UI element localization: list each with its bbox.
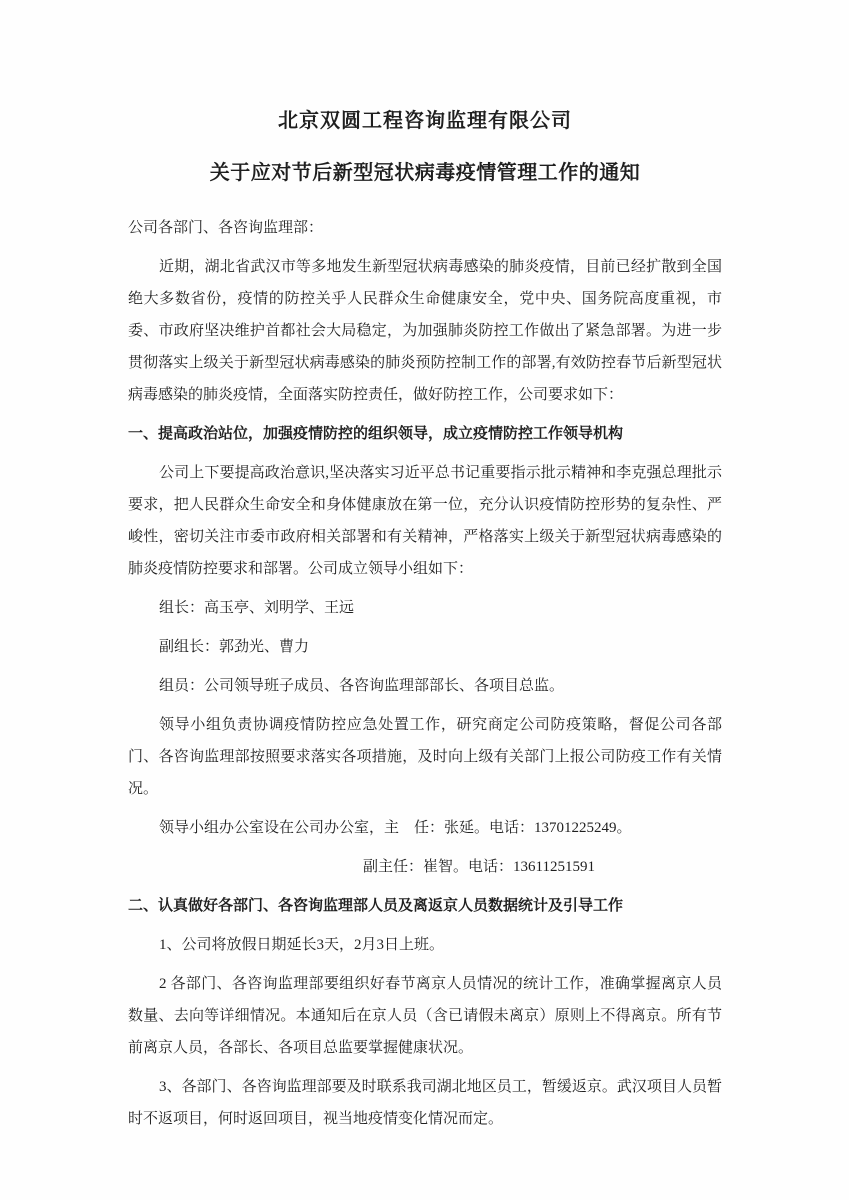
section2-item-3: 3、各部门、各咨询监理部要及时联系我司湖北地区员工，暂缓返京。武汉项目人员暂时不返项目，何时返回项目，视当地疫情变化情况而定。 bbox=[128, 1079, 722, 1127]
deputy-leader-line: 副组长：郭劲光、曹力 bbox=[159, 639, 310, 655]
notice-title: 关于应对节后新型冠状病毒疫情管理工作的通知 bbox=[209, 162, 641, 184]
section2-item-2: 2 各部门、各咨询监理部要组织好春节离京人员情况的统计工作，准确掌握离京人员数量、去向等详细情况。本通知后在京人员（含已请假未离京）原则上不得离京。所有节前离京人员，各部长、各项目总监要掌握健康状况。 bbox=[128, 976, 722, 1056]
leader-line: 组长：高玉亭、刘明学、王远 bbox=[159, 600, 355, 616]
section2-heading: 二、认真做好各部门、各咨询监理部人员及离返京人员数据统计及引导工作 bbox=[128, 898, 624, 914]
office-deputy-director-line: 副主任：崔智。电话：13611251591 bbox=[363, 859, 595, 875]
section2-item-1: 1、公司将放假日期延长3天，2月3日上班。 bbox=[159, 937, 445, 953]
duties-paragraph: 领导小组负责协调疫情防控应急处置工作，研究商定公司防疫策略，督促公司各部门、各咨询监理部按照要求落实各项措施，及时向上级有关部门上报公司防疫工作有关情况。 bbox=[128, 717, 722, 797]
intro-paragraph: 近期，湖北省武汉市等多地发生新型冠状病毒感染的肺炎疫情，目前已经扩散到全国绝大多数省份，疫情的防控关乎人民群众生命健康安全，党中央、国务院高度重视，市委、市政府坚决维护首都社会大局稳定，为加强肺炎防控工作做出了紧急部署。为进一步贯彻落实上级关于新型冠状病毒感染的肺炎预防控制工作的部署,有效防控春节后新型冠状病毒感染的肺炎疫情，全面落实防控责任，做好防控工作，公司要求如下： bbox=[128, 259, 722, 403]
office-director-line: 领导小组办公室设在公司办公室，主 任：张延。电话：13701225249。 bbox=[159, 820, 632, 836]
salutation: 公司各部门、各咨询监理部： bbox=[128, 220, 324, 236]
section1-paragraph: 公司上下要提高政治意识,坚决落实习近平总书记重要指示批示精神和李克强总理批示要求，把人民群众生命安全和身体健康放在第一位，充分认识疫情防控形势的复杂性、严峻性，密切关注市委市政府相关部署和有关精神，严格落实上级关于新型冠状病毒感染的肺炎疫情防控要求和部署。公司成立领导小组如下： bbox=[128, 465, 722, 577]
company-title: 北京双圆工程咨询监理有限公司 bbox=[278, 110, 572, 132]
members-line: 组员：公司领导班子成员、各咨询监理部部长、各项目总监。 bbox=[159, 678, 565, 694]
section1-heading: 一、提高政治站位，加强疫情防控的组织领导，成立疫情防控工作领导机构 bbox=[128, 426, 624, 442]
